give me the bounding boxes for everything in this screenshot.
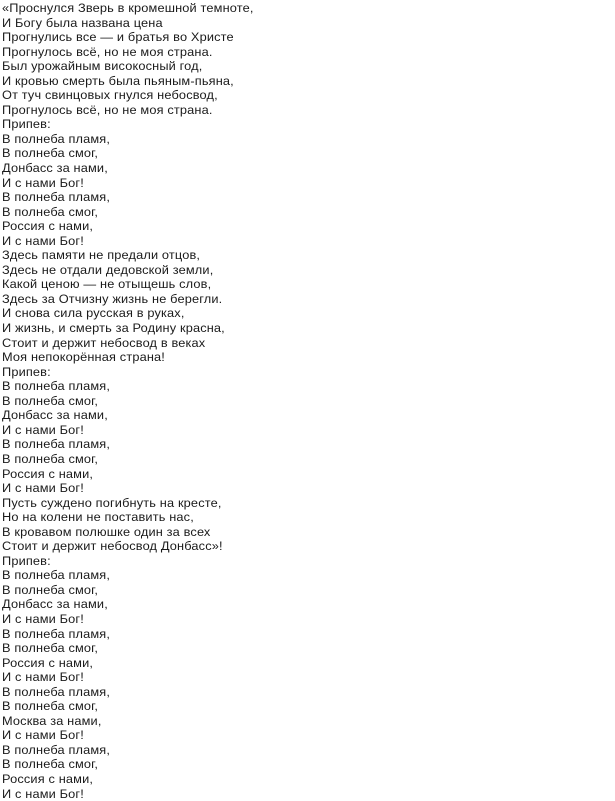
lyrics-line: Моя непокорённая страна!: [2, 350, 165, 365]
lyrics-line: Припев:: [2, 553, 51, 568]
lyrics-line: Донбасс за нами,: [2, 597, 108, 612]
lyrics-line: В полнеба пламя,: [2, 568, 111, 583]
lyrics-line: Россия с нами,: [2, 655, 94, 670]
lyrics-line: Россия с нами,: [2, 219, 94, 234]
lyrics-line: И с нами Бог!: [2, 728, 84, 743]
lyrics-line: И с нами Бог!: [2, 481, 84, 496]
lyrics-line: В полнеба смог,: [2, 204, 99, 219]
lyrics-line: Прогнулись все — и братья во Христе: [2, 30, 234, 45]
lyrics-line: Донбасс за нами,: [2, 408, 108, 423]
lyrics-line: Припев:: [2, 364, 51, 379]
lyrics-line: В полнеба пламя,: [2, 437, 111, 452]
lyrics-line: Здесь не отдали дедовской земли,: [2, 262, 214, 277]
lyrics-line: Прогнулось всё, но не моя страна.: [2, 44, 213, 59]
lyrics-line: И снова сила русская в руках,: [2, 306, 185, 321]
lyrics-line: И с нами Бог!: [2, 786, 84, 801]
lyrics-line: Пусть суждено погибнуть на кресте,: [2, 495, 222, 510]
lyrics-line: Здесь памяти не предали отцов,: [2, 248, 201, 263]
lyrics-line: И жизнь, и смерть за Родину красна,: [2, 321, 225, 336]
lyrics-line: Какой ценою — не отыщешь слов,: [2, 277, 212, 292]
lyrics-line: В кровавом полюшке один за всех: [2, 524, 211, 539]
lyrics-line: Россия с нами,: [2, 771, 94, 786]
lyrics-line: В полнеба пламя,: [2, 626, 111, 641]
lyrics-line: Припев:: [2, 117, 51, 132]
lyrics-line: Донбасс за нами,: [2, 161, 108, 176]
lyrics-line: В полнеба смог,: [2, 641, 99, 656]
lyrics-line: И с нами Бог!: [2, 670, 84, 685]
lyrics-line: В полнеба смог,: [2, 451, 99, 466]
lyrics-line: В полнеба смог,: [2, 393, 99, 408]
lyrics-line: И с нами Бог!: [2, 233, 84, 248]
lyrics-line: В полнеба пламя,: [2, 131, 111, 146]
lyrics-line: В полнеба пламя,: [2, 684, 111, 699]
lyrics-line: В полнеба смог,: [2, 582, 99, 597]
lyrics-line: В полнеба смог,: [2, 757, 99, 772]
lyrics-line: В полнеба пламя,: [2, 190, 111, 205]
lyrics-line: Стоит и держит небосвод в веках: [2, 335, 206, 350]
lyrics-line: В полнеба пламя,: [2, 742, 111, 757]
lyrics-line: Россия с нами,: [2, 466, 94, 481]
lyrics-line: Был урожайным високосный год,: [2, 59, 203, 74]
lyrics-line: И Богу была названа цена: [2, 15, 163, 30]
lyrics-line: Москва за нами,: [2, 713, 102, 728]
lyrics-line: И кровью смерть была пьяным-пьяна,: [2, 73, 234, 88]
lyrics-line: Но на колени не поставить нас,: [2, 510, 194, 525]
lyrics-line: И с нами Бог!: [2, 611, 84, 626]
lyrics-line: В полнеба смог,: [2, 699, 99, 714]
lyrics-line: Стоит и держит небосвод Донбасс»!: [2, 539, 223, 554]
lyrics-line: Здесь за Отчизну жизнь не берегли.: [2, 291, 223, 306]
lyrics-line: От туч свинцовых гнулся небосвод,: [2, 88, 218, 103]
lyrics-line: И с нами Бог!: [2, 175, 84, 190]
lyrics-line: Прогнулось всё, но не моя страна.: [2, 102, 213, 117]
lyrics-line: В полнеба смог,: [2, 146, 99, 161]
lyrics-line: И с нами Бог!: [2, 422, 84, 437]
lyrics-line: В полнеба пламя,: [2, 379, 111, 394]
lyrics-line: «Проснулся Зверь в кромешной темноте,: [2, 1, 254, 15]
